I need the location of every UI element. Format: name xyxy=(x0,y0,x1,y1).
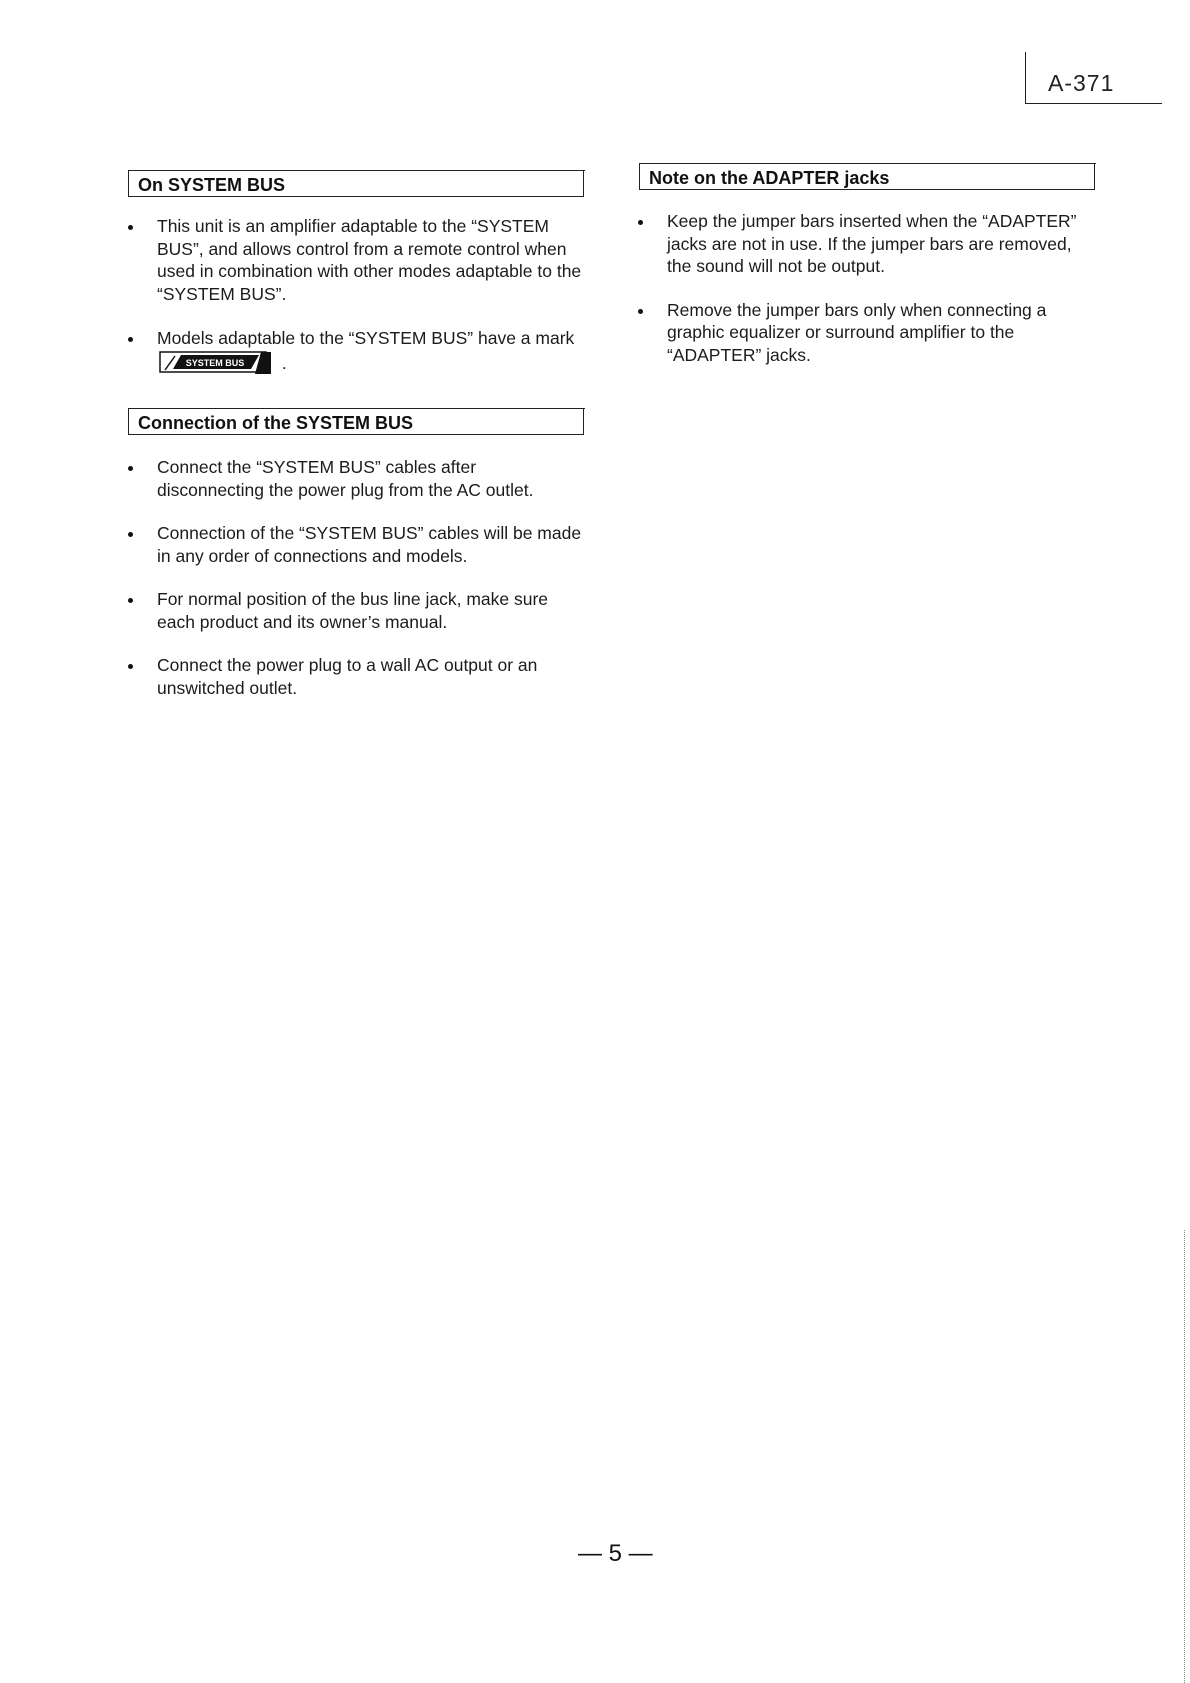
list-item xyxy=(637,210,1097,278)
bullet-icon xyxy=(128,532,133,537)
connection-list xyxy=(127,456,587,720)
list-item xyxy=(127,522,587,567)
list-item-text: Models adaptable to the “SYSTEM BUS” have a mark xyxy=(157,328,575,348)
list-item xyxy=(127,654,587,699)
list-item-text: For normal position of the bus line jack, make sure each product and its owner’s manual. xyxy=(157,589,549,632)
bullet-icon xyxy=(638,309,643,314)
list-item xyxy=(127,588,587,633)
bullet-icon xyxy=(128,337,133,342)
list-item xyxy=(127,215,587,305)
bullet-icon xyxy=(128,598,133,603)
page-id: A-371 xyxy=(1048,70,1115,96)
list-item-text: Keep the jumper bars inserted when the “ADAPTER” jacks are not in use. If the jumper bars are removed, the sound will not be output. xyxy=(667,211,1077,276)
list-item xyxy=(127,456,587,501)
list-item-text: Connect the “SYSTEM BUS” cables after disconnecting the power plug from the AC outlet. xyxy=(157,457,534,500)
list-item-text: Remove the jumper bars only when connecting a graphic equalizer or surround amplifier to the “ADAPTER” jacks. xyxy=(667,299,1047,365)
svg-text:SYSTEM BUS: SYSTEM BUS xyxy=(185,357,245,368)
list-item-text: This unit is an amplifier adaptable to the “SYSTEM BUS”, and allows control from a remote control when used in combination with other modes adaptable to the “SYSTEM BUS”. xyxy=(157,216,582,304)
list-item-text: Connect the power plug to a wall AC output or an unswitched outlet. xyxy=(157,655,538,698)
section-header-connection-of-system-bus xyxy=(128,408,584,435)
section-title: Connection of the SYSTEM BUS xyxy=(138,413,414,433)
section-header-on-system-bus xyxy=(128,170,584,197)
page-id-box xyxy=(1025,52,1162,104)
bullet-icon xyxy=(128,466,133,471)
on-system-bus-list xyxy=(127,215,587,397)
section-title: Note on the ADAPTER jacks xyxy=(649,168,890,188)
list-item xyxy=(637,299,1097,367)
page-number: — 5 — xyxy=(578,1540,653,1567)
bullet-icon xyxy=(638,220,643,225)
bullet-icon xyxy=(128,225,133,230)
system-bus-logo-icon xyxy=(159,350,277,376)
section-title: On SYSTEM BUS xyxy=(138,175,286,195)
scan-edge-divider xyxy=(1184,1230,1187,1683)
list-item-text: Connection of the “SYSTEM BUS” cables will be made in any order of connections and models. xyxy=(157,523,582,566)
list-item: Models adaptable to the “SYSTEM BUS” have a mark SYSTEM BUS . xyxy=(127,327,587,376)
bullet-icon xyxy=(128,664,133,669)
adapter-jacks-list xyxy=(637,210,1097,387)
section-header-note-on-adapter-jacks xyxy=(639,163,1095,190)
